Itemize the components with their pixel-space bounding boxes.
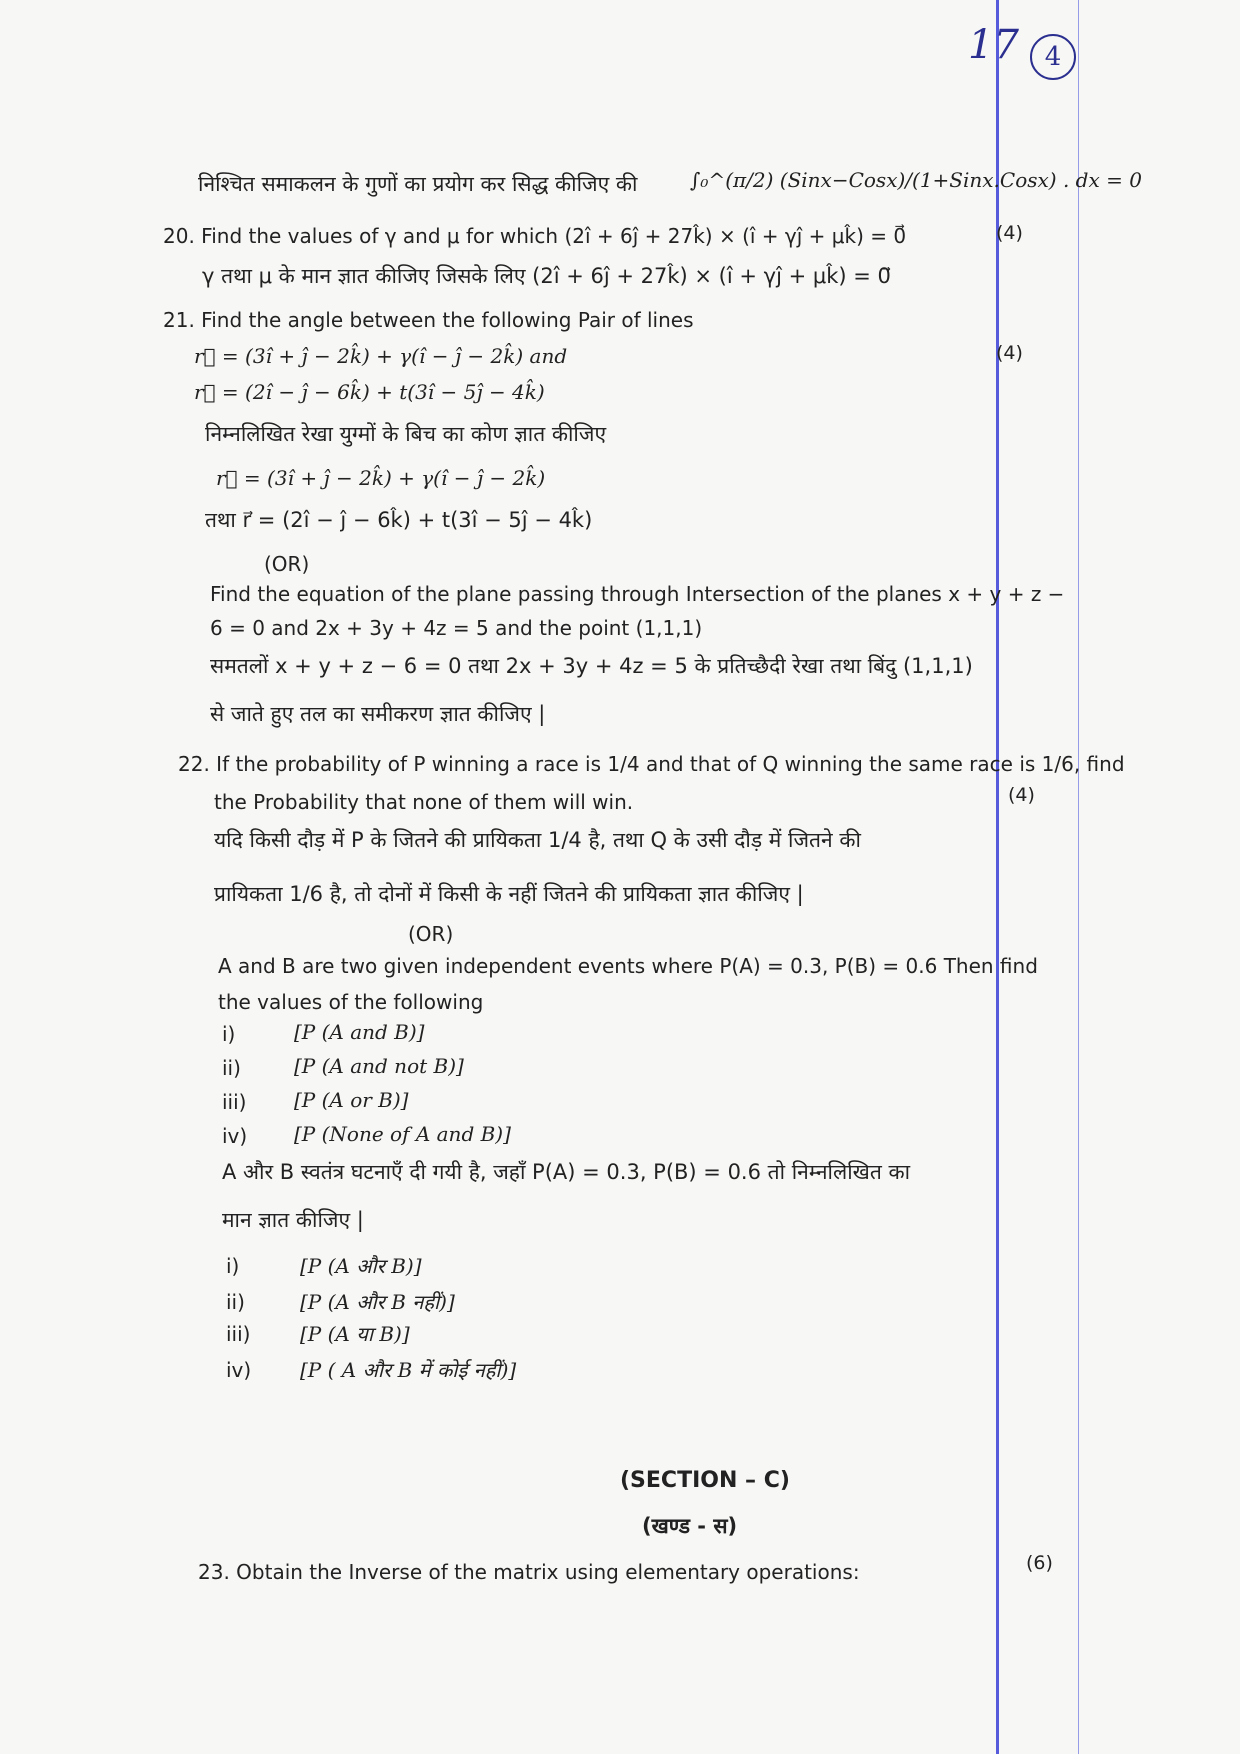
q20-hindi: γ तथा μ के मान ज्ञात कीजिए जिसके लिए (2î + 6ĵ + 27k̂) × (î + γĵ + μk̂) = 0⃗ <box>202 264 891 288</box>
q22-hi-item-num: iv) <box>226 1358 252 1382</box>
q22-alt-english-1: A and B are two given independent events where P(A) = 0.3, P(B) = 0.6 Then find <box>218 954 1038 978</box>
margin-line <box>996 0 999 1754</box>
q22-hi-item-text: [P (A और B)] <box>300 1254 422 1278</box>
q21-alt-hindi-2: से जाते हुए तल का समीकरण ज्ञात कीजिए | <box>210 702 546 726</box>
q21-hindi-eq2: तथा r⃗ = (2î − ĵ − 6k̂) + t(3î − 5ĵ − 4k̂) <box>205 508 593 532</box>
q21-eq1: r⃗ = (3î + ĵ − 2k̂) + γ(î − ĵ − 2k̂) and <box>194 344 568 368</box>
q22-hindi-1: यदि किसी दौड़ में P के जितने की प्रायिकता 1/4 है, तथा Q के उसी दौड़ में जितने की <box>214 828 861 852</box>
q22-hi-item-text: [P (A या B)] <box>300 1322 410 1346</box>
q22-hi-item-num: ii) <box>226 1290 245 1314</box>
q22-item-text: [P (A or B)] <box>294 1088 409 1112</box>
q22-item-text: [P (None of A and B)] <box>294 1122 511 1146</box>
q22-english-2: the Probability that none of them will win. <box>214 790 634 814</box>
q22-item-text: [P (A and not B)] <box>294 1054 464 1078</box>
q22-hi-item-text: [P ( A और B में कोई नहीं)] <box>300 1358 517 1382</box>
q21-eq2: r⃗ = (2î − ĵ − 6k̂) + t(3î − 5ĵ − 4k̂) <box>194 380 545 404</box>
q19-hindi-text: निश्चित समाकलन के गुणों का प्रयोग कर सिद्ध कीजिए की <box>198 172 638 196</box>
section-title-hindi: (खण्ड - स) <box>642 1514 738 1538</box>
q22-item-num: ii) <box>222 1056 241 1080</box>
q22-item-num: iv) <box>222 1124 248 1148</box>
q22-hi-item-num: iii) <box>226 1322 251 1346</box>
q22-hindi-2: प्रायिकता 1/6 है, तो दोनों में किसी के नहीं जितने की प्रायिकता ज्ञात कीजिए | <box>214 882 804 906</box>
q21-alt-hindi-1: समतलों x + y + z − 6 = 0 तथा 2x + 3y + 4z = 5 के प्रतिच्छैदी रेखा तथा बिंदु (1,1,1) <box>210 654 973 678</box>
q21-english: 21. Find the angle between the following Pair of lines <box>163 308 694 332</box>
page-number-handwritten: 17 <box>968 22 1019 68</box>
margin-line-right <box>1078 0 1079 1754</box>
q22-hi-item-num: i) <box>226 1254 240 1278</box>
q22-hi-item-text: [P (A और B नहीं)] <box>300 1290 455 1314</box>
q22-marks: (4) <box>1008 784 1035 806</box>
q21-or: (OR) <box>264 552 310 576</box>
q21-hindi: निम्नलिखित रेखा युग्मों के बिच का कोण ज्ञात कीजिए <box>205 422 607 446</box>
q22-alt-hindi-2: मान ज्ञात कीजिए | <box>222 1208 364 1232</box>
q21-marks: (4) <box>996 342 1023 364</box>
section-title: (SECTION – C) <box>620 1468 790 1493</box>
q19-integral: ∫₀^(π/2) (Sinx−Cosx)/(1+Sinx.Cosx) . dx = 0 <box>690 168 1142 192</box>
q22-alt-hindi-1: A और B स्वतंत्र घटनाएँ दी गयी है, जहाँ P(A) = 0.3, P(B) = 0.6 तो निम्नलिखित का <box>222 1160 911 1184</box>
q22-item-num: iii) <box>222 1090 247 1114</box>
q20-marks: (4) <box>996 222 1023 244</box>
q22-english-1: 22. If the probability of P winning a race is 1/4 and that of Q winning the same race is 1/6, find <box>178 752 1125 776</box>
page-circle-mark: 4 <box>1030 34 1076 80</box>
q21-alt-english-2: 6 = 0 and 2x + 3y + 4z = 5 and the point (1,1,1) <box>210 616 703 640</box>
q20-english: 20. Find the values of γ and μ for which (2î + 6ĵ + 27k̂) × (î + γĵ + μk̂) = 0⃗ <box>163 224 907 248</box>
q23-marks: (6) <box>1026 1552 1053 1574</box>
q22-item-num: i) <box>222 1022 236 1046</box>
q22-or: (OR) <box>408 922 454 946</box>
q21-hindi-eq1: r⃗ = (3î + ĵ − 2k̂) + γ(î − ĵ − 2k̂) <box>216 466 546 490</box>
q22-alt-english-2: the values of the following <box>218 990 484 1014</box>
q23-text: 23. Obtain the Inverse of the matrix using elementary operations: <box>198 1560 860 1584</box>
q21-alt-english-1: Find the equation of the plane passing through Intersection of the planes x + y + z − <box>210 582 1065 606</box>
q22-item-text: [P (A and B)] <box>294 1020 425 1044</box>
